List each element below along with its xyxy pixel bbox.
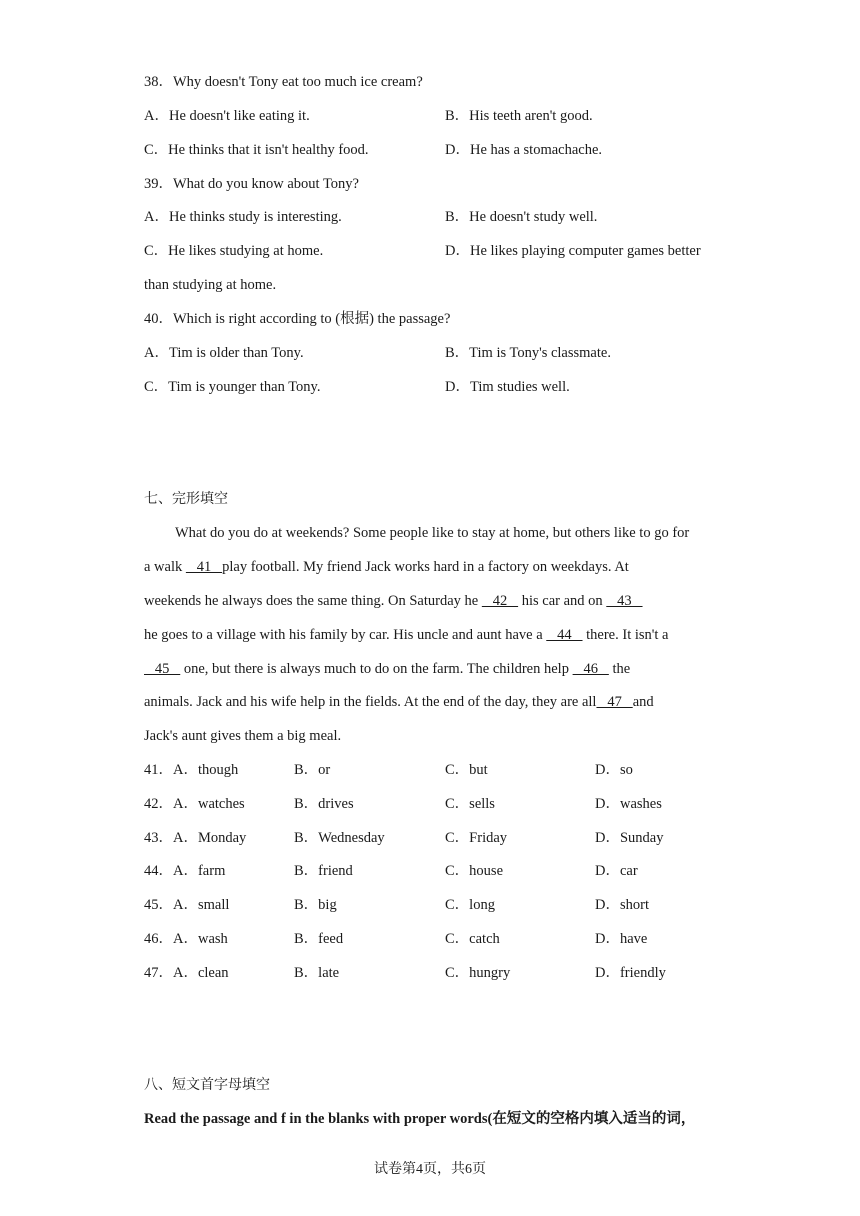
question-39-option-b: B．He doesn't study well. <box>445 209 598 225</box>
passage-text: animals. Jack and his wife help in the fields. At the end of the day, they are all <box>144 694 597 710</box>
option-44-c: C．house <box>445 863 503 879</box>
passage-text: and <box>632 694 654 710</box>
blank-47: 47 <box>596 694 633 710</box>
cloze-options-45 <box>144 895 764 915</box>
question-39-option-c: C．He likes studying at home. <box>144 243 324 259</box>
passage-text: his car and on <box>518 593 607 609</box>
passage-line-1: What do you do at weekends? Some people like to stay at home, but others like to go for <box>175 525 690 541</box>
question-40-option-a: A．Tim is older than Tony. <box>144 345 304 361</box>
question-39-option-d: D．He likes playing computer games better <box>445 243 701 259</box>
option-43-a: 43．A．Monday <box>144 830 247 846</box>
cloze-options-47 <box>144 963 764 983</box>
option-47-c: C．hungry <box>445 965 511 981</box>
option-46-b: B．feed <box>294 931 344 947</box>
option-42-a: 42．A．watches <box>144 796 245 812</box>
passage-text: play football. My friend Jack works hard in a factory on weekdays. At <box>222 559 629 575</box>
question-40-option-d: D．Tim studies well. <box>445 379 570 395</box>
option-42-c: C．sells <box>445 796 495 812</box>
page-footer: 试卷第4页，共6页 <box>374 1162 486 1177</box>
question-39-stem: 39．What do you know about Tony? <box>144 176 359 192</box>
cloze-options-46 <box>144 929 764 949</box>
option-41-d: D．so <box>595 762 633 778</box>
section-8-instruction: Read the passage and f in the blanks with proper words(在短文的空格内填入适当的词， <box>144 1111 696 1127</box>
option-41-c: C．but <box>445 762 488 778</box>
option-46-a: 46．A．wash <box>144 931 228 947</box>
option-44-a: 44．A．farm <box>144 863 226 879</box>
option-45-c: C．long <box>445 897 495 913</box>
option-45-d: D．short <box>595 897 649 913</box>
option-45-b: B．big <box>294 897 337 913</box>
option-42-b: B．drives <box>294 796 354 812</box>
option-42-d: D．washes <box>595 796 662 812</box>
blank-42: 42 <box>481 593 519 609</box>
question-40-options-row-2 <box>144 377 744 397</box>
option-45-a: 45．A．small <box>144 897 230 913</box>
option-44-b: B．friend <box>294 863 353 879</box>
question-38-options-row-2 <box>144 140 744 160</box>
question-38-option-c: C．He thinks that it isn't healthy food. <box>144 142 369 158</box>
section-8-heading: 八、短文首字母填空 <box>144 1077 270 1093</box>
question-38-option-b: B．His teeth aren't good. <box>445 108 593 124</box>
blank-44: 44 <box>546 627 583 643</box>
passage-text: there. It isn't a <box>582 627 669 643</box>
option-43-b: B．Wednesday <box>294 830 385 846</box>
question-39-options-row-1 <box>144 207 744 227</box>
option-47-d: D．friendly <box>595 965 666 981</box>
option-43-c: C．Friday <box>445 830 508 846</box>
blank-45: 45 <box>144 661 181 677</box>
passage-text: the <box>608 661 631 677</box>
passage-line-3 <box>144 591 643 611</box>
question-38-option-d: D．He has a stomachache. <box>445 142 603 158</box>
passage-text: one, but there is always much to do on the farm. The children help <box>180 661 573 677</box>
passage-line-6 <box>144 692 654 712</box>
passage-line-4 <box>144 625 668 645</box>
blank-46: 46 <box>572 661 609 677</box>
cloze-options-42 <box>144 794 764 814</box>
section-7-heading: 七、完形填空 <box>144 491 228 507</box>
option-46-d: D．have <box>595 931 648 947</box>
passage-line-2 <box>144 557 629 577</box>
option-43-d: D．Sunday <box>595 830 664 846</box>
question-39-options-row-2 <box>144 241 744 261</box>
blank-41: 41 <box>185 559 223 575</box>
question-38-option-a: A．He doesn't like eating it. <box>144 108 310 124</box>
cloze-options-44 <box>144 861 764 881</box>
passage-line-7: Jack's aunt gives them a big meal. <box>144 728 342 744</box>
cloze-options-41 <box>144 760 764 780</box>
passage-text: a walk <box>144 559 186 575</box>
blank-43: 43 <box>606 593 643 609</box>
cloze-options-43 <box>144 828 764 848</box>
passage-line-5 <box>144 659 630 679</box>
question-39-option-a: A．He thinks study is interesting. <box>144 209 342 225</box>
option-47-a: 47．A．clean <box>144 965 229 981</box>
option-41-a: 41．A．though <box>144 762 239 778</box>
question-40-options-row-1 <box>144 343 744 363</box>
question-38-options-row-1 <box>144 106 744 126</box>
question-39-option-d-continued: than studying at home. <box>144 277 277 293</box>
question-38-stem: 38．Why doesn't Tony eat too much ice cream? <box>144 74 423 90</box>
question-40-stem: 40．Which is right according to (根据) the passage? <box>144 311 451 327</box>
option-44-d: D．car <box>595 863 638 879</box>
option-46-c: C．catch <box>445 931 500 947</box>
question-40-option-b: B．Tim is Tony's classmate. <box>445 345 611 361</box>
passage-text: weekends he always does the same thing. On Saturday he <box>144 593 482 609</box>
question-40-option-c: C．Tim is younger than Tony. <box>144 379 321 395</box>
option-47-b: B．late <box>294 965 340 981</box>
passage-text: he goes to a village with his family by car. His uncle and aunt have a <box>144 627 547 643</box>
option-41-b: B．or <box>294 762 331 778</box>
